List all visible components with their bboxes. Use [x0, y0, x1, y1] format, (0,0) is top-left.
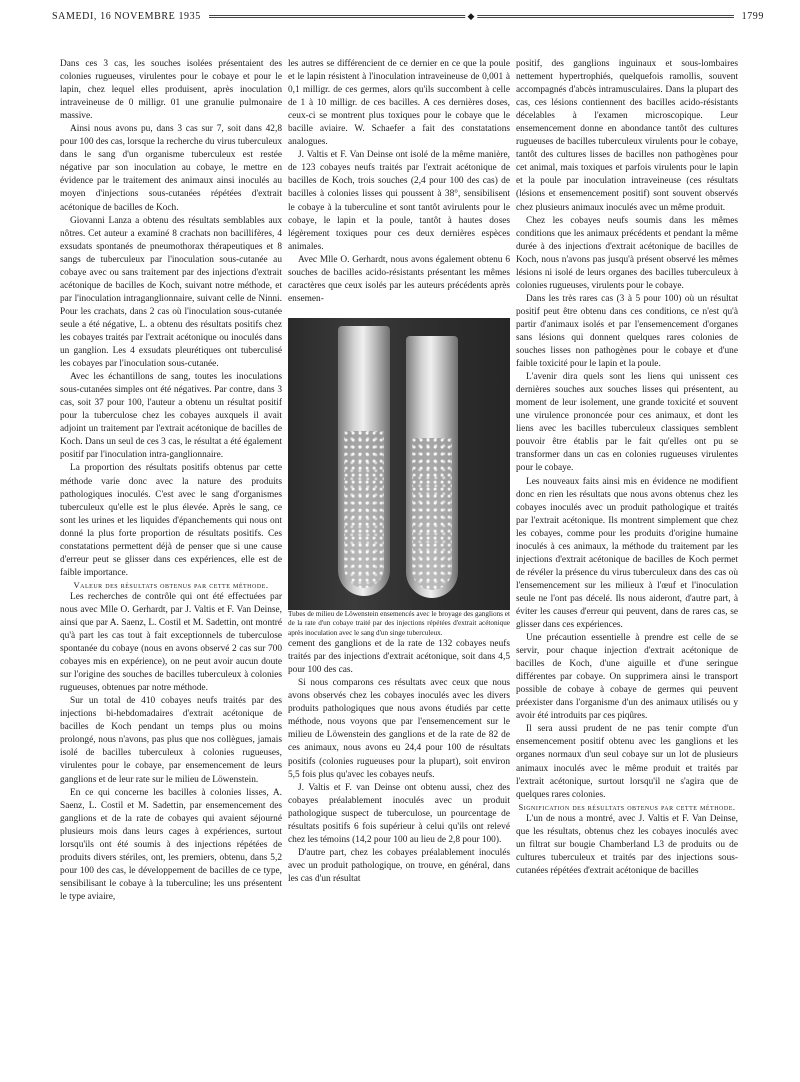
- header-ornament-icon: ◆: [467, 10, 475, 21]
- paragraph: Chez les cobayes neufs soumis dans les mêmes conditions que les animaux précédents et pendant la même durée à des injections d'extrait acétonique de bacilles de Koch, nous n'avons pas jusqu'à présent observé les mêmes lésions ni isolé de leurs organes des bacilles tuberculeux à colonies rugueuses, virulents pour le cobaye.: [516, 215, 738, 291]
- figure: [288, 318, 510, 638]
- paragraph: les autres se différencient de ce dernier en ce que la poule et le lapin résistent à l'inoculation intraveineuse de 0,001 à 0,1 milligr. de ces germes, alors qu'ils succombent à celle de 1 à 10 milligr. de ces bacilles. A ces dernières doses, ceux-ci se montrent plus toxiques pour le cobaye que le bacille aviaire. W. Schaefer a fait des constatations analogues.: [288, 59, 510, 148]
- paragraph: Giovanni Lanza a obtenu des résultats semblables aux nôtres. Cet auteur a examiné 8 crachats non bacillifères, 4 exsudats spontanés de pneumothorax thérapeutiques et 8 sangs de tuberculeux par l'inoculation sous-cutanée au cobaye avec ou sans traitement par des injections d'extrait acétonique de bacilles de Koch, suivant notre méthode, et par l'inoculation intraganglionnaire, suivant celle de Ninni. Pour les crachats, dans 2 cas où l'inoculation sous-cutanée seule a été négative, L. a obtenu des résultats positifs chez les cobayes traités par l'extrait acétonique ou inoculés dans un ganglion. Les 4 exsudats pleurétiques ont tuberculisé les cobayes par l'inoculation sous-cutanée.: [60, 215, 282, 370]
- paragraph: L'avenir dira quels sont les liens qui unissent ces dernières souches aux souches lisses qui présentent, au moment de leur isolement, une grande toxicité et souvent une virulence prononcée pour ces animaux, et dont les liens avec les bacilles tuberculeux classiques semblent pouvoir être établis par le fait qu'elles ont pu se transformer dans un cas en colonies rugueuses virulentes pour le cobaye.: [516, 372, 738, 474]
- column-2: [288, 58, 510, 886]
- paragraph: Ainsi nous avons pu, dans 3 cas sur 7, soit dans 42,8 pour 100 des cas, lorsque la recherche du virus tuberculeux dans le sang d'un organisme tuberculeux est restée négative par son inoculation au cobaye, le mettre en évidence par le traitement des animaux ainsi inoculés au moyen d'injections sous-cutanées répétées d'extrait acétonique de bacilles de Koch.: [60, 124, 282, 213]
- test-tube-right: [406, 336, 458, 598]
- paragraph: Avec Mlle O. Gerhardt, nous avons également obtenu 6 souches de bacilles acido-résistants présentant les mêmes caractères que ceux isolés par les auteurs précédents après ensemen-: [288, 254, 510, 304]
- page-header: [52, 8, 764, 24]
- header-rule: [209, 10, 734, 21]
- paragraph: J. Valtis et F. Van Deinse ont isolé de la même manière, de 123 cobayes neufs traités par l'extrait acétonique de bacilles de Koch, trois souches (2,4 pour 100 des cas) de bacilles à colonies lisses qui poussent à 38°, sensibilisent le cobaye à la tuberculine et sont tantôt avirulents pour le cobaye, le lapin et la poule, tantôt à hautes doses légèrement toxiques pour ces deux dernières espèces animales.: [288, 150, 510, 252]
- paragraph: positif, des ganglions inguinaux et sous-lombaires nettement hypertrophiés, quelquefois ramollis, souvent accompagnés d'abcès intramusculaires. Dans la plupart des cas, ces lésions contiennent des bacilles acido-résistants décelables à l'examen microscopique. Leur ensemencement donne en abondance tantôt des cultures rugueuses de bacilles tuberculeux virulents pour le cobaye, tantôt des cultures lisses de bacilles non pathogènes pour cet animal, mais toxiques et parfois virulents pour le lapin et la poule par inoculation intraveineuse (ces résultats (lésions et ensemencement positif) sont souvent observés chez plusieurs animaux inoculés avec un même produit.: [516, 59, 738, 213]
- paragraph: J. Valtis et F. van Deinse ont obtenu aussi, chez des cobayes préalablement inoculés avec un produit pathologique suspect de tuberculose, un pourcentage de résultats positifs 6 fois supérieur à celui qu'ils ont relevé chez les témoins (14,2 pour 100 au lieu de 2,8 pour 100).: [288, 782, 510, 845]
- paragraph: D'autre part, chez les cobayes préalablement inoculés avec un produit pathologique, on trouve, en général, dans les cas d'un résultat: [288, 847, 510, 884]
- section-heading: Valeur des résultats obtenus par cette méthode.: [73, 579, 269, 590]
- paragraph: Dans les très rares cas (3 à 5 pour 100) où un résultat positif peut être obtenu dans ces conditions, ce n'est qu'à partir d'animaux isolés et par l'ensemencement d'organes sans lésions qui donnent quelques rares colonies de souches lisses non pathogènes pour le cobaye et d'une faible toxicité pour le lapin et la poule.: [516, 293, 738, 370]
- header-date: SAMEDI, 16 NOVEMBRE 1935: [52, 10, 201, 22]
- paragraph: Les recherches de contrôle qui ont été effectuées par nous avec Mlle O. Gerhardt, par J. Valtis et F. Van Deinse, ainsi que par A. Saenz, L. Costil et M. Sadettin, ont montré qu'à part les cas tout à fait exceptionnels de tuberculose spontanée du cobaye (nous en avons observé 2 cas sur 700 cobayes mis en expérience), on ne peut avoir aucun doute sur l'origine des souches de bacilles tuberculeux à colonies rugueuses, obtenues par notre méthode.: [60, 591, 282, 694]
- paragraph: Avec les échantillons de sang, toutes les inoculations sous-cutanées simples ont été négatives. Par contre, dans 3 cas, soit 37 pour 100, l'auteur a obtenu un résultat positif pour la tuberculose chez les cobayes auxquels il avait adjoint un traitement par l'extrait acétonique de bacilles de Koch. Dans un seul de ces 3 cas, le résultat a été également positif par l'inoculation intra-ganglionnaire.: [60, 372, 282, 461]
- paragraph: L'un de nous a montré, avec J. Valtis et F. Van Deinse, que les résultats, obtenus chez les cobayes inoculés avec un filtrat sur bougie Chamberland L3 de produits ou de cultures tuberculeux et traités par des injections sous-cutanées répétées d'extrait acétonique de bacilles: [516, 813, 738, 876]
- section-heading: Signification des résultats obtenus par cette méthode.: [518, 801, 736, 812]
- paragraph: Dans ces 3 cas, les souches isolées présentaient des colonies rugueuses, virulentes pour le cobaye et pour le lapin, chez lequel elles produisent, après inoculation intraveineuse de 0 milligr. 01 une granulie pulmonaire massive.: [60, 59, 282, 122]
- paragraph: Une précaution essentielle à prendre est celle de se servir, pour chaque injection d'extrait acétonique de bacilles de Koch, d'une aiguille et d'une seringue différentes par cobaye. On supprimera ainsi le transport possible de cobaye à cobaye de germes qui peuvent préexister dans l'organisme d'un des animaux utilisés ou y avoir été introduits par ces piqûres.: [516, 633, 738, 722]
- column-3: [516, 58, 738, 878]
- paragraph: Si nous comparons ces résultats avec ceux que nous avons observés chez les cobayes inoculés avec les divers produits pathologiques que nous avons étudiés par cette méthode, nous voyons que par l'ensemencement sur le milieu de Löwenstein des ganglions et de la rate de 82 de ces animaux, nous avons eu 24,4 pour 100 de résultats positifs (colonies rugueuses pour la plupart), soit environ 5,5 fois plus qu'avec les cobayes neufs.: [288, 678, 510, 780]
- figure-caption: Tubes de milieu de Löwenstein ensemencés avec le broyage des ganglions et de la rate d'un cobaye traité par des injections répétées d'extrait acétonique après inoculation avec le sang d'un singe tuberculeux.: [288, 609, 510, 637]
- paragraph: Les nouveaux faits ainsi mis en évidence ne modifient donc en rien les résultats que nous avons obtenus chez les cobayes inoculés avec un produit pathologique et traités par l'extrait acétonique. Ils montrent simplement que chez les cobayes, comme pour les produits d'origine humaine inoculés à ces animaux, la méthode du traitement par les injections d'extrait acétonique de bacilles de Koch permet de révéler la présence du virus tuberculeux dans des cas où l'ensemencement sur les milieux à l'œuf et l'inoculation seule ne l'ont pas décelé. Ils nous aideront, d'autre part, à éviter les causes d'erreur qui peuvent, dans de rares cas, se glisser dans ces expériences.: [516, 476, 738, 631]
- paragraph: En ce qui concerne les bacilles à colonies lisses, A. Saenz, L. Costil et M. Sadettin, par ensemencement des ganglions et de la rate de cobayes qui avaient séjourné plusieurs mois dans leurs cages à expériences, surtout lorsqu'ils ont été soumis à des injections répétées de produits divers stériles, ont, les premiers, obtenu, dans 5,2 pour 100 des cas, le développement de bacilles de ce type, sensibilisant le cobaye à la tuberculine; les uns présentent le type aviaire,: [60, 787, 282, 902]
- column-1: [60, 58, 282, 904]
- paragraph: cement des ganglions et de la rate de 132 cobayes neufs traités par des injections d'extrait acétonique, soit dans 4,5 pour 100 des cas.: [288, 639, 510, 676]
- paragraph: Il sera aussi prudent de ne pas tenir compte d'un ensemencement positif obtenu avec les ganglions et les organes normaux d'un seul cobaye sur un lot de plusieurs animaux inoculés avec le même produit et traités par l'extrait acétonique, surtout lorsqu'il ne s'agira que de quelques rares colonies.: [516, 724, 738, 800]
- page-number: 1799: [741, 10, 764, 22]
- paragraph: La proportion des résultats positifs obtenus par cette méthode varie donc avec la nature des produits pathologiques inoculés. C'est avec le sang d'organismes tuberculeux qu'elle est le plus élevée. Après le sang, ce sont les urines et les liquides d'épanchements qui nous ont donné la plus forte proportion de résultats positifs. Ces constatations permettent déjà de penser que si une cause d'erreur peut se glisser dans ces expériences, elle est de faible importance.: [60, 463, 282, 578]
- test-tube-left: [338, 326, 390, 596]
- paragraph: Sur un total de 410 cobayes neufs traités par des injections bi-hebdomadaires d'extrait acétonique de bacilles de Koch pendant un temps plus ou moins prolongé, nous n'avons, pas plus que nos collègues, jamais isolé de bacilles tuberculeux à colonies rugueuses, virulentes pour le cobaye, par ensemencement de leurs ganglions et de leur rate sur le milieu de Löwenstein.: [60, 696, 282, 785]
- culture-tubes-photo: [288, 318, 510, 610]
